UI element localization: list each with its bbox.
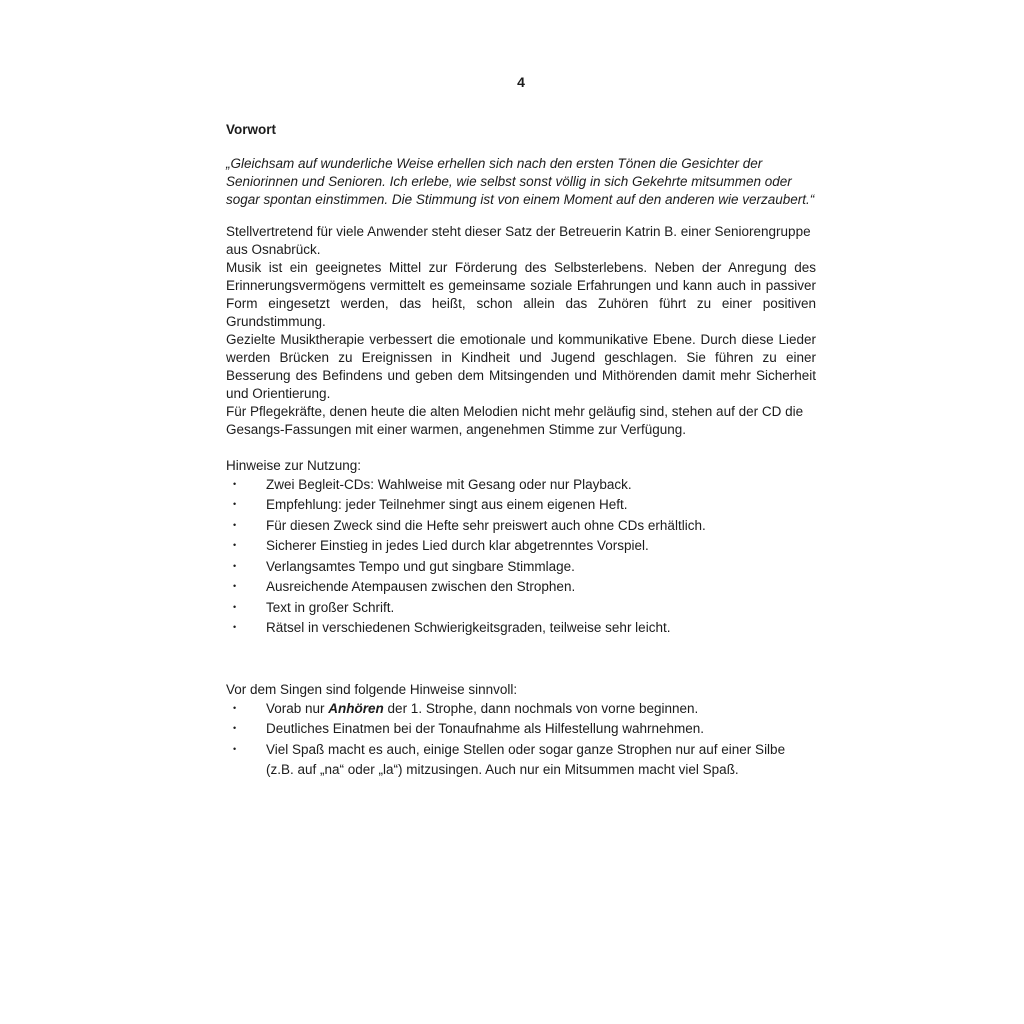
paragraph: Musik ist ein geeignetes Mittel zur Förderung des Selbsterlebens. Neben der Anregung des Erinnerungsvermögens vermittelt es gemeinsame soziale Erfahrungen und kann auch in passiver Form eingesetzt werden, das heißt, schon allein das Zuhören führt zu einer positiven Grundstimmung. xyxy=(226,259,816,329)
list-item xyxy=(226,740,816,781)
list-item xyxy=(226,536,816,557)
list-item-text xyxy=(266,701,698,716)
list-item-text: Für diesen Zweck sind die Hefte sehr preiswert auch ohne CDs erhältlich. xyxy=(266,517,706,533)
list-item-text-emphasis: Anhören xyxy=(328,700,384,716)
bullet-icon: • xyxy=(233,702,237,713)
list-item xyxy=(226,557,816,578)
paragraph: Für Pflegekräfte, denen heute die alten Melodien nicht mehr geläufig sind, stehen auf der CD die Gesangs-Fassungen mit einer warmen, angenehmen Stimme zur Verfügung. xyxy=(226,403,804,437)
list-item xyxy=(226,699,816,720)
list-item-text: Verlangsamtes Tempo und gut singbare Stimmlage. xyxy=(266,558,575,574)
list-item xyxy=(226,577,816,598)
bullet-icon: • xyxy=(233,601,237,612)
page-number: 4 xyxy=(517,74,525,90)
paragraph: Gezielte Musiktherapie verbessert die emotionale und kommunikative Ebene. Durch diese Lieder werden Brücken zu Ereignissen in Kindheit und Jugend geschlagen. Sie führen zu einer Besserung des Befindens und geben dem Mitsingenden und Mithörenden damit mehr Sicherheit und Orientierung. xyxy=(226,331,816,401)
list-item-text: Text in großer Schrift. xyxy=(266,599,395,615)
list-item xyxy=(226,516,816,537)
bullet-icon: • xyxy=(233,743,237,754)
usage-subheading: Hinweise zur Nutzung: xyxy=(226,457,362,473)
list-item-text: Zwei Begleit-CDs: Wahlweise mit Gesang oder nur Playback. xyxy=(266,476,632,492)
bullet-icon: • xyxy=(233,540,237,550)
bullet-icon: • xyxy=(233,622,237,632)
text-column xyxy=(226,0,816,781)
paragraph: Stellvertretend für viele Anwender steht dieser Satz der Betreuerin Katrin B. einer Seniorengruppe aus Osnabrück. xyxy=(226,223,811,257)
list-item xyxy=(226,475,816,496)
bullet-icon: • xyxy=(233,560,237,571)
list-item xyxy=(226,719,816,740)
list-item xyxy=(226,598,816,619)
bullet-icon: • xyxy=(233,581,237,591)
bullet-icon: • xyxy=(233,519,237,530)
bullet-icon: • xyxy=(233,499,237,509)
section-heading: Vorwort xyxy=(226,122,276,137)
list-item xyxy=(226,618,816,639)
list-item-text: Ausreichende Atempausen zwischen den Strophen. xyxy=(266,579,576,594)
quote-paragraph: „Gleichsam auf wunderliche Weise erhellen sich nach den ersten Tönen die Gesichter der Seniorinnen und Senioren. Ich erlebe, wie selbst sonst völlig in sich Gekehrte mitsummen oder sogar spontan einstimmen. Die Stimmung ist von einem Moment auf den anderen wie verzaubert.“ xyxy=(226,156,815,207)
list-item-text-suffix: der 1. Strophe, dann nochmals von vorne beginnen. xyxy=(383,700,699,716)
singing-list xyxy=(226,699,816,781)
usage-list xyxy=(226,475,816,639)
list-item-text: Empfehlung: jeder Teilnehmer singt aus einem eigenen Heft. xyxy=(266,497,628,512)
list-item-text: Sicherer Einstieg in jedes Lied durch klar abgetrenntes Vorspiel. xyxy=(266,538,649,553)
list-item-text-prefix: Vorab nur xyxy=(266,700,329,716)
list-item-text: Viel Spaß macht es auch, einige Stellen oder sogar ganze Strophen nur auf einer Silbe (z.B. auf „na“ oder „la“) mitzusingen. Auch nur ein Mitsummen macht viel Spaß. xyxy=(266,741,786,777)
list-item-text: Deutliches Einatmen bei der Tonaufnahme als Hilfestellung wahrnehmen. xyxy=(266,721,705,736)
bullet-icon: • xyxy=(233,478,237,489)
singing-subheading: Vor dem Singen sind folgende Hinweise sinnvoll: xyxy=(226,681,518,697)
list-item xyxy=(226,495,816,516)
bullet-icon: • xyxy=(233,723,237,733)
list-item-text: Rätsel in verschiedenen Schwierigkeitsgraden, teilweise sehr leicht. xyxy=(266,620,671,635)
